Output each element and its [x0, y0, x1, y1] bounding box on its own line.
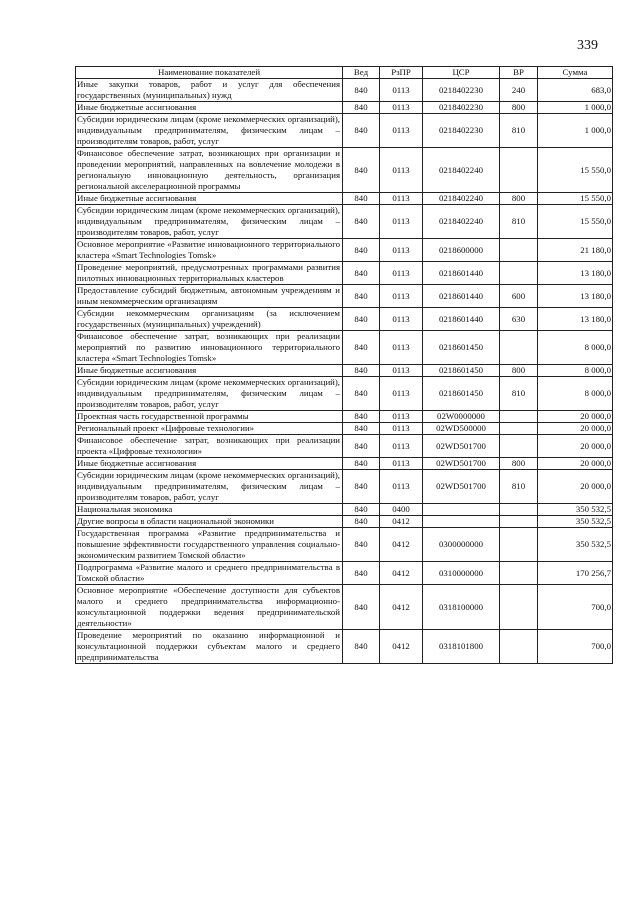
cell-name: Иные бюджетные ассигнования — [76, 102, 343, 114]
cell-vr — [500, 435, 538, 458]
cell-rzpr: 0412 — [380, 516, 423, 528]
table-row — [76, 193, 613, 205]
cell-vr: 800 — [500, 193, 538, 205]
cell-sum: 20 000,0 — [538, 435, 613, 458]
cell-sum: 15 550,0 — [538, 148, 613, 193]
cell-csr: 02W0000000 — [423, 411, 500, 423]
cell-csr: 0218402230 — [423, 79, 500, 102]
cell-vr: 800 — [500, 458, 538, 470]
cell-ved: 840 — [343, 331, 380, 365]
table-row — [76, 331, 613, 365]
cell-name: Другие вопросы в области национальной экономики — [76, 516, 343, 528]
cell-rzpr: 0113 — [380, 285, 423, 308]
cell-ved: 840 — [343, 262, 380, 285]
cell-ved: 840 — [343, 365, 380, 377]
cell-name: Региональный проект «Цифровые технологии» — [76, 423, 343, 435]
cell-vr: 810 — [500, 470, 538, 504]
cell-vr — [500, 423, 538, 435]
header-csr: ЦСР — [423, 67, 500, 79]
cell-rzpr: 0113 — [380, 239, 423, 262]
cell-rzpr: 0113 — [380, 411, 423, 423]
cell-ved: 840 — [343, 470, 380, 504]
cell-name: Иные бюджетные ассигнования — [76, 193, 343, 205]
table-row — [76, 148, 613, 193]
cell-ved: 840 — [343, 562, 380, 585]
cell-csr: 0218601450 — [423, 377, 500, 411]
cell-csr: 0300000000 — [423, 528, 500, 562]
table-row — [76, 470, 613, 504]
cell-ved: 840 — [343, 630, 380, 664]
table-row — [76, 516, 613, 528]
cell-sum: 20 000,0 — [538, 423, 613, 435]
table-row — [76, 458, 613, 470]
cell-rzpr: 0113 — [380, 193, 423, 205]
cell-name: Иные бюджетные ассигнования — [76, 458, 343, 470]
cell-vr: 240 — [500, 79, 538, 102]
cell-csr: 0218601440 — [423, 285, 500, 308]
table-header — [76, 67, 613, 79]
cell-rzpr: 0113 — [380, 148, 423, 193]
cell-csr: 02WD500000 — [423, 423, 500, 435]
cell-vr — [500, 528, 538, 562]
cell-name: Проведение мероприятий по оказанию информационной и консультационной поддержки субъектам малого и среднего предпринимательства — [76, 630, 343, 664]
cell-name: Субсидии юридическим лицам (кроме некоммерческих организаций), индивидуальным предпринимателям, физическим лицам – производителям товаров, работ, услуг — [76, 377, 343, 411]
cell-vr — [500, 262, 538, 285]
table-row — [76, 262, 613, 285]
cell-csr — [423, 516, 500, 528]
cell-rzpr: 0113 — [380, 458, 423, 470]
cell-vr: 630 — [500, 308, 538, 331]
cell-ved: 840 — [343, 423, 380, 435]
cell-csr: 0218402230 — [423, 114, 500, 148]
cell-ved: 840 — [343, 193, 380, 205]
cell-rzpr: 0412 — [380, 528, 423, 562]
header-rzpr: РзПР — [380, 67, 423, 79]
cell-name: Предоставление субсидий бюджетным, автономным учреждениям и иным некоммерческим организациям — [76, 285, 343, 308]
table-row — [76, 205, 613, 239]
cell-sum: 1 000,0 — [538, 114, 613, 148]
cell-csr: 0218600000 — [423, 239, 500, 262]
cell-rzpr: 0113 — [380, 102, 423, 114]
table-row — [76, 423, 613, 435]
table-body — [76, 79, 613, 664]
cell-sum: 13 180,0 — [538, 308, 613, 331]
header-row — [76, 67, 613, 79]
page-number: 339 — [577, 38, 598, 53]
cell-sum: 8 000,0 — [538, 331, 613, 365]
cell-csr: 0318101800 — [423, 630, 500, 664]
cell-csr: 0218402240 — [423, 205, 500, 239]
cell-sum: 350 532,5 — [538, 504, 613, 516]
table-row — [76, 528, 613, 562]
cell-csr: 02WD501700 — [423, 470, 500, 504]
cell-vr — [500, 562, 538, 585]
cell-vr: 810 — [500, 205, 538, 239]
cell-ved: 840 — [343, 435, 380, 458]
table-row — [76, 285, 613, 308]
cell-name: Субсидии юридическим лицам (кроме некоммерческих организаций), индивидуальным предпринимателям, физическим лицам – производителям товаров, работ, услуг — [76, 205, 343, 239]
cell-vr — [500, 148, 538, 193]
cell-csr: 0318100000 — [423, 585, 500, 630]
cell-name: Финансовое обеспечение затрат, возникающих при реализации мероприятий по развитию инновационного территориального кластера «Smart Technologies Tomsk» — [76, 331, 343, 365]
cell-rzpr: 0113 — [380, 79, 423, 102]
cell-rzpr: 0400 — [380, 504, 423, 516]
cell-name: Субсидии юридическим лицам (кроме некоммерческих организаций), индивидуальным предпринимателям, физическим лицам – производителям товаров, работ, услуг — [76, 114, 343, 148]
cell-ved: 840 — [343, 79, 380, 102]
cell-sum: 683,0 — [538, 79, 613, 102]
cell-ved: 840 — [343, 285, 380, 308]
cell-name: Иные закупки товаров, работ и услуг для обеспечения государственных (муниципальных) нужд — [76, 79, 343, 102]
cell-rzpr: 0113 — [380, 377, 423, 411]
cell-sum: 350 532,5 — [538, 528, 613, 562]
cell-ved: 840 — [343, 458, 380, 470]
cell-name: Иные бюджетные ассигнования — [76, 365, 343, 377]
cell-ved: 840 — [343, 411, 380, 423]
cell-sum: 170 256,7 — [538, 562, 613, 585]
cell-rzpr: 0113 — [380, 423, 423, 435]
table-row — [76, 79, 613, 102]
cell-sum: 350 532,5 — [538, 516, 613, 528]
table-row — [76, 365, 613, 377]
cell-ved: 840 — [343, 585, 380, 630]
cell-vr — [500, 516, 538, 528]
cell-rzpr: 0113 — [380, 470, 423, 504]
cell-vr: 810 — [500, 114, 538, 148]
cell-ved: 840 — [343, 205, 380, 239]
cell-csr: 02WD501700 — [423, 458, 500, 470]
cell-sum: 13 180,0 — [538, 262, 613, 285]
cell-vr — [500, 630, 538, 664]
cell-sum: 20 000,0 — [538, 470, 613, 504]
cell-csr: 0218402240 — [423, 148, 500, 193]
cell-rzpr: 0412 — [380, 630, 423, 664]
table-row — [76, 239, 613, 262]
cell-rzpr: 0113 — [380, 205, 423, 239]
cell-sum: 8 000,0 — [538, 377, 613, 411]
cell-ved: 840 — [343, 504, 380, 516]
table-row — [76, 377, 613, 411]
cell-vr — [500, 504, 538, 516]
cell-sum: 13 180,0 — [538, 285, 613, 308]
table-row — [76, 504, 613, 516]
cell-rzpr: 0113 — [380, 114, 423, 148]
cell-name: Основное мероприятие «Обеспечение доступности для субъектов малого и среднего предпринимательства информационно-консультационной поддержки ведения предпринимательской деятельности» — [76, 585, 343, 630]
cell-ved: 840 — [343, 114, 380, 148]
header-sum: Сумма — [538, 67, 613, 79]
header-ved: Вед — [343, 67, 380, 79]
cell-csr: 0310000000 — [423, 562, 500, 585]
table-row — [76, 102, 613, 114]
cell-sum: 20 000,0 — [538, 458, 613, 470]
cell-name: Проектная часть государственной программы — [76, 411, 343, 423]
cell-rzpr: 0113 — [380, 262, 423, 285]
cell-csr: 0218601450 — [423, 331, 500, 365]
header-vr: ВР — [500, 67, 538, 79]
cell-csr: 0218601440 — [423, 262, 500, 285]
cell-ved: 840 — [343, 528, 380, 562]
cell-csr: 0218402230 — [423, 102, 500, 114]
cell-ved: 840 — [343, 308, 380, 331]
cell-vr: 800 — [500, 102, 538, 114]
cell-vr: 800 — [500, 365, 538, 377]
cell-vr: 600 — [500, 285, 538, 308]
cell-ved: 840 — [343, 102, 380, 114]
header-name: Наименование показателей — [76, 67, 343, 79]
table-row — [76, 630, 613, 664]
cell-csr: 0218601450 — [423, 365, 500, 377]
cell-name: Государственная программа «Развитие предпринимательства и повышение эффективности государственного управления социально-экономическим развитием Томской области» — [76, 528, 343, 562]
cell-name: Финансовое обеспечение затрат, возникающих при организации и проведении мероприятий, направленных на вовлечение молодежи в региональную инновационную деятельность, организация региональной акселерационной программы — [76, 148, 343, 193]
cell-rzpr: 0113 — [380, 365, 423, 377]
cell-ved: 840 — [343, 148, 380, 193]
cell-vr — [500, 411, 538, 423]
cell-rzpr: 0412 — [380, 562, 423, 585]
cell-csr — [423, 504, 500, 516]
cell-rzpr: 0113 — [380, 308, 423, 331]
cell-csr: 02WD501700 — [423, 435, 500, 458]
cell-sum: 15 550,0 — [538, 205, 613, 239]
cell-vr — [500, 239, 538, 262]
cell-name: Субсидии юридическим лицам (кроме некоммерческих организаций), индивидуальным предпринимателям, физическим лицам – производителям товаров, работ, услуг — [76, 470, 343, 504]
table-row — [76, 114, 613, 148]
table-row — [76, 435, 613, 458]
cell-rzpr: 0113 — [380, 435, 423, 458]
cell-sum: 8 000,0 — [538, 365, 613, 377]
cell-sum: 21 180,0 — [538, 239, 613, 262]
cell-sum: 20 000,0 — [538, 411, 613, 423]
cell-sum: 700,0 — [538, 585, 613, 630]
cell-vr — [500, 331, 538, 365]
cell-name: Проведение мероприятий, предусмотренных программами развития пилотных инновационных территориальных кластеров — [76, 262, 343, 285]
cell-name: Финансовое обеспечение затрат, возникающих при реализации проекта «Цифровые технологии» — [76, 435, 343, 458]
cell-csr: 0218402240 — [423, 193, 500, 205]
cell-ved: 840 — [343, 239, 380, 262]
cell-sum: 15 550,0 — [538, 193, 613, 205]
budget-table — [75, 66, 613, 664]
cell-csr: 0218601440 — [423, 308, 500, 331]
table-row — [76, 585, 613, 630]
table-row — [76, 308, 613, 331]
cell-rzpr: 0412 — [380, 585, 423, 630]
table-row — [76, 562, 613, 585]
cell-name: Основное мероприятие «Развитие инновационного территориального кластера «Smart Technologies Tomsk» — [76, 239, 343, 262]
cell-ved: 840 — [343, 516, 380, 528]
cell-rzpr: 0113 — [380, 331, 423, 365]
cell-name: Подпрограмма «Развитие малого и среднего предпринимательства в Томской области» — [76, 562, 343, 585]
cell-sum: 1 000,0 — [538, 102, 613, 114]
cell-vr: 810 — [500, 377, 538, 411]
cell-sum: 700,0 — [538, 630, 613, 664]
cell-name: Субсидии некоммерческим организациям (за исключением государственных (муниципальных) учреждений) — [76, 308, 343, 331]
cell-ved: 840 — [343, 377, 380, 411]
cell-vr — [500, 585, 538, 630]
cell-name: Национальная экономика — [76, 504, 343, 516]
table-row — [76, 411, 613, 423]
